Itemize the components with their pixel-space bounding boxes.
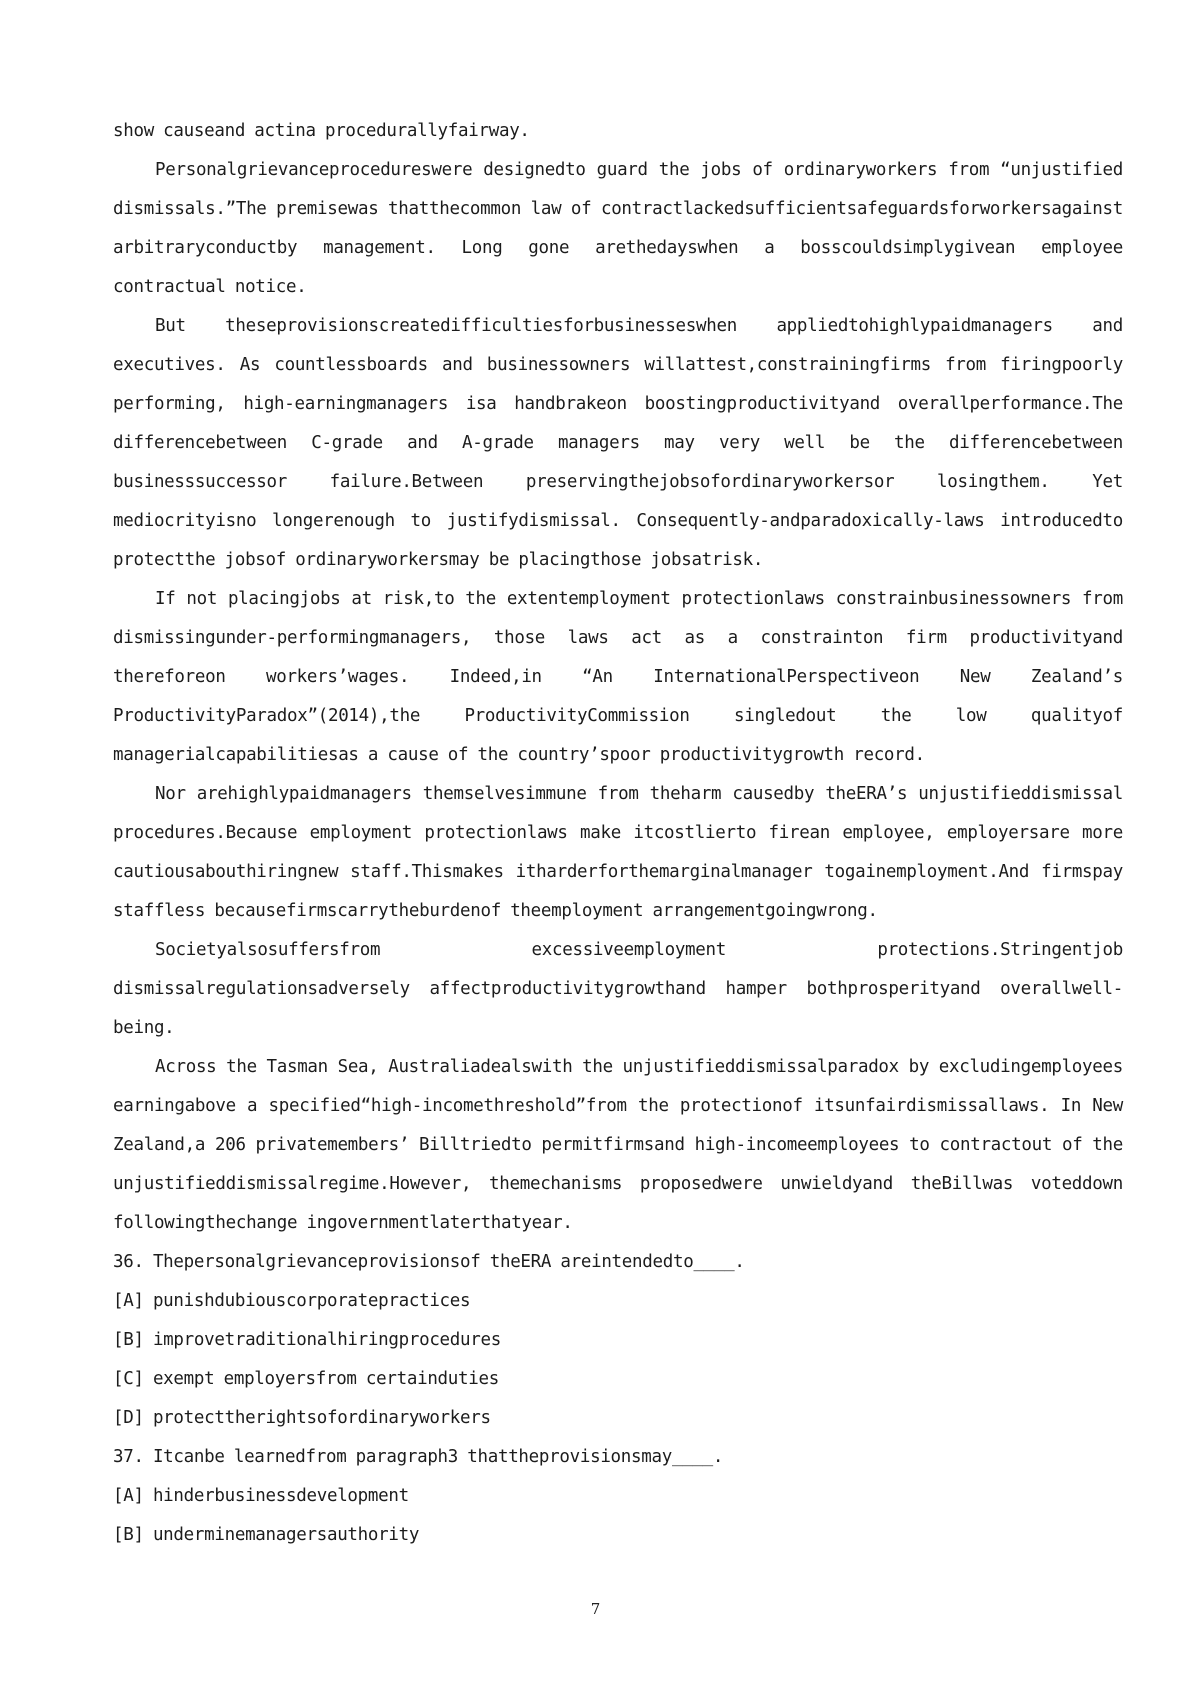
question-36 [113,1243,1123,1438]
passage-paragraph-6: Societyalsosuffersfrom excessiveemployment protections.Stringentjob dismissalregulationsadversely affectproductivitygrowthand hamper bothprosperityand overallwell-being. [113,940,1123,1038]
question-option-b: [B] underminemanagersauthority [113,1525,420,1545]
page-number: 7 [590,1600,601,1618]
question-37 [113,1438,1123,1555]
question-option-b: [B] improvetraditionalhiringprocedures [113,1330,501,1350]
passage-paragraph-7: Across the Tasman Sea, Australiadealswith the unjustifieddismissalparadox by excludingemployees earningabove a specified“high-incomethreshold”from the protectionof itsunfairdismissallaws. In New Zealand,a 206 privatemembers’ Billtriedto permitfirmsand high-incomeemployees to contractout of the unjustifieddismissalregime.However, themechanisms proposedwere unwieldyand theBillwas voteddown followingthechange ingovernmentlaterthatyear. [113,1057,1123,1233]
question-option-a: [A] punishdubiouscorporatepractices [113,1291,471,1311]
passage-paragraph-5: Nor arehighlypaidmanagers themselvesimmune from theharm causedby theERA’s unjustifieddismissal procedures.Because employment protectionlaws make itcostlierto firean employee, employersare more cautiousabouthiringnew staff.Thismakes itharderforthemarginalmanager togainemployment.And firmspay staffless becausefirmscarrytheburdenof theemployment arrangementgoingwrong. [113,784,1123,921]
question-option-d: [D] protecttherightsofordinaryworkers [113,1408,491,1428]
question-option-c: [C] exempt employersfrom certainduties [113,1369,499,1389]
passage-paragraph-4: If not placingjobs at risk,to the extentemployment protectionlaws constrainbusinessowners from dismissingunder-performingmanagers, those laws act as a constrainton firm productivityand thereforeon workers’wages. Indeed,in “An InternationalPerspectiveon New Zealand’s ProductivityParadox”(2014),the ProductivityCommission singledout the low qualityof managerialcapabilitiesas a cause of the country’spoor productivitygrowth record. [113,589,1123,765]
passage-paragraph-2: Personalgrievanceprocedureswere designedto guard the jobs of ordinaryworkers from “unjustified dismissals.”The premisewas thatthecommon law of contractlackedsufficientsafeguardsforworkersagainst arbitraryconductby management. Long gone arethedayswhen a bosscouldsimplygivean employee contractual notice. [113,160,1123,297]
question-stem: 36. Thepersonalgrievanceprovisionsof theERA areintendedto____. [113,1252,745,1272]
question-option-a: [A] hinderbusinessdevelopment [113,1486,409,1506]
passage-paragraph-1: show causeand actina procedurallyfairway. [113,121,530,141]
page-content [113,112,1123,1555]
question-stem: 37. Itcanbe learnedfrom paragraph3 thattheprovisionsmay____. [113,1447,724,1467]
passage-paragraph-3: But theseprovisionscreatedifficultiesforbusinesseswhen appliedtohighlypaidmanagers and executives. As countlessboards and businessowners willattest,constrainingfirms from firingpoorly performing, high-earningmanagers isa handbrakeon boostingproductivityand overallperformance.The differencebetween C-grade and A-grade managers may very well be the differencebetween businesssuccessor failure.Between preservingthejobsofordinaryworkersor losingthem. Yet mediocrityisno longerenough to justifydismissal. Consequently-andparadoxically-laws introducedto protectthe jobsof ordinaryworkersmay be placingthose jobsatrisk. [113,316,1123,570]
